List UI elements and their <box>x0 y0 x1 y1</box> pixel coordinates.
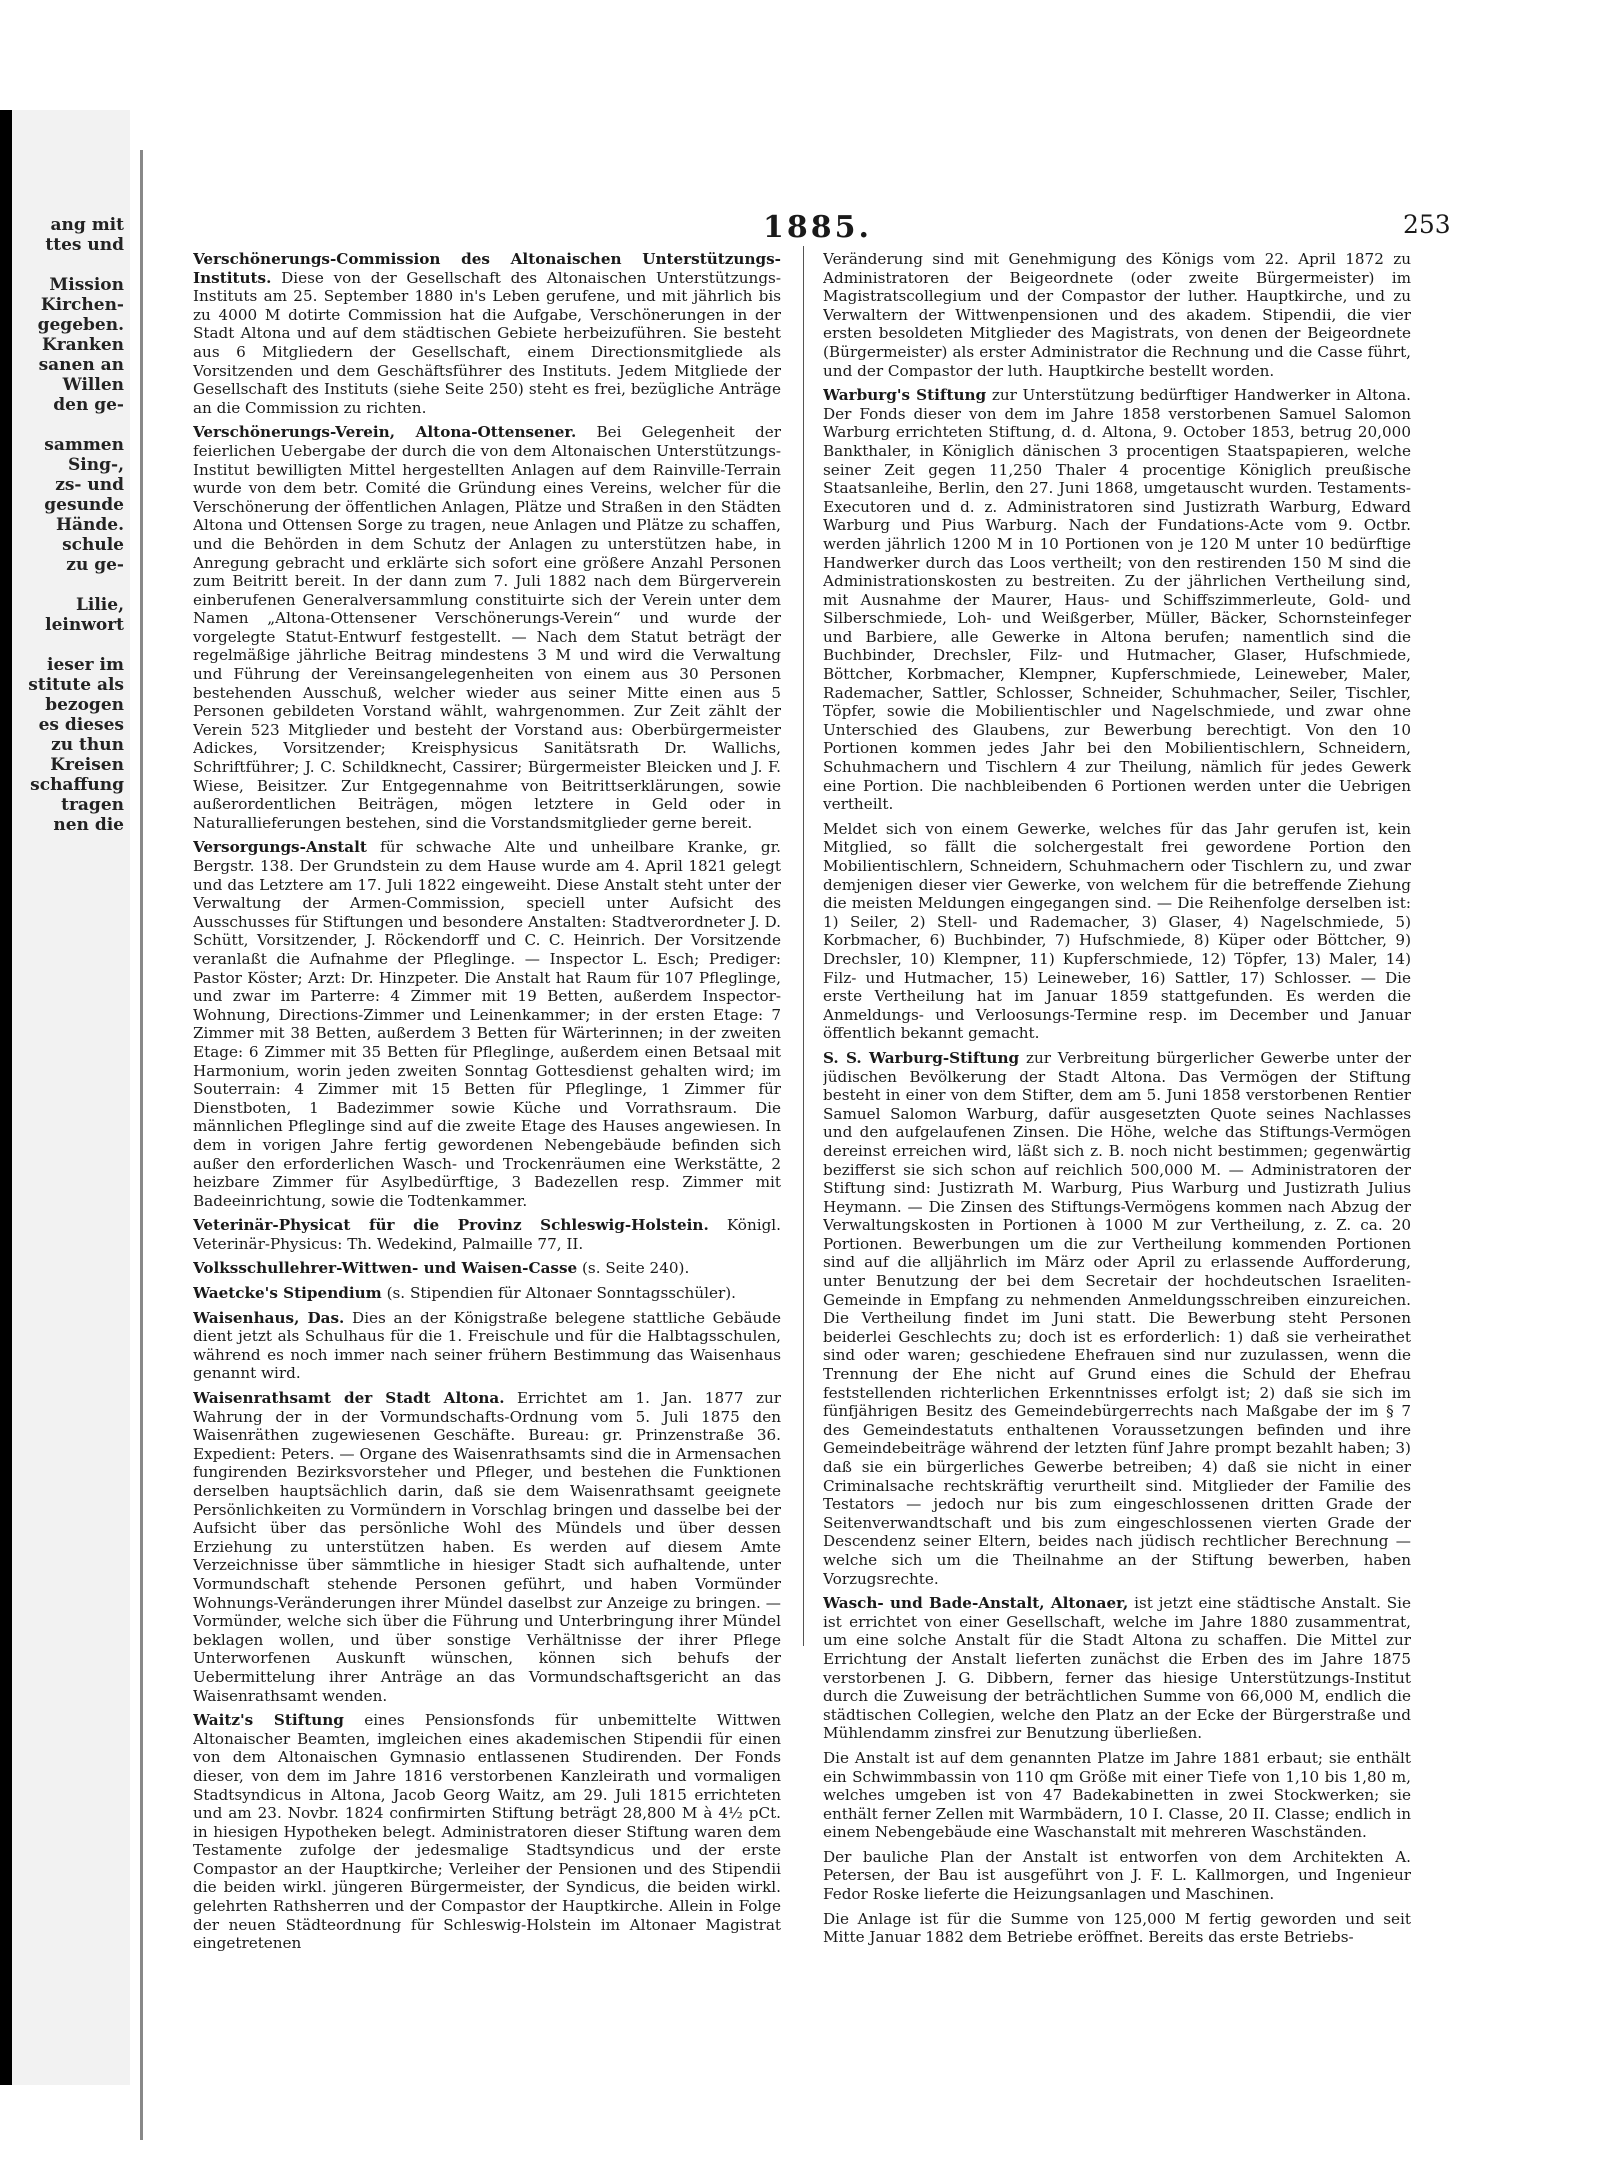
entry-body: Dies an der Königstraße belegene stattliche Gebäude dient jetzt als Schulhaus für die 1. Freischule und für die Halbtagsschulen, während es noch immer nach seiner frühern Bestimmung das Waisenhaus genannt wird. <box>193 1308 781 1383</box>
entry <box>823 1910 1411 1947</box>
entry-body: für schwache Alte und unheilbare Kranke, gr. Bergstr. 138. Der Grundstein zu dem Hause wurde am 4. April 1821 gelegt und das Letztere am 17. Juli 1822 eingeweiht. Diese Anstalt steht unter der Verwaltung der Armen-Commission, speciell unter Aufsicht des Ausschusses für Stiftungen und besondere Anstalten: Stadtverordneter J. D. Schütt, Vorsitzender, J. Röckendorff und C. C. Heinrich. Der Vorsitzende veranlaßt die Aufnahme der Pfleglinge. — Inspector L. Esch; Prediger: Pastor Köster; Arzt: Dr. Hinzpeter. Die Anstalt hat Raum für 107 Pfleglinge, und zwar im Parterre: 4 Zimmer mit 19 Betten, außerdem Inspector-Wohnung, Directions-Zimmer und Leinenkammer; in der ersten Etage: 7 Zimmer mit 38 Betten, außerdem 3 Betten für Wärterinnen; in der zweiten Etage: 6 Zimmer mit 35 Betten für Pfleglinge, außerdem einen Betsaal mit Harmonium, worin jeden zweiten Sonntag Gottesdienst gehalten wird; im Souterrain: 4 Zimmer mit 15 Betten für Pfleglinge, 1 Zimmer für Dienstboten, 1 Badezimmer sowie Küche und Vorrathsraum. Die männlichen Pfleglinge sind auf die zweite Etage des Hauses angewiesen. In dem in vorigen Jahre fertig gewordenen Nebengebäude befinden sich außer den erforderlichen Wasch- und Trockenräumen eine Werkstätte, 2 heizbare Zimmer für Asylbedürftige, 3 Badezellen resp. Zimmer mit Badeeinrichtung, sowie die Todtenkammer. <box>193 838 781 1210</box>
entry <box>193 1284 781 1303</box>
entry-heading: Volksschullehrer-Wittwen- und Waisen-Casse <box>193 1259 578 1278</box>
entry-body: zur Unterstützung bedürftiger Handwerker in Altona. Der Fonds dieser von dem im Jahre 1858 verstorbenen Samuel Salomon Warburg errichteten Stiftung, d. d. Altona, 9. October 1853, betrug 20,000 Bankthaler, in Königlich dänischen 3 procentigen Staatspapieren, welche seiner Zeit gegen 11,250 Thaler 4 procentige Königlich preußische Staatsanleihe, Berlin, den 27. Juni 1868, umgetauscht wurden. Testaments-Executoren und d. z. Administratoren sind Justizrath Warburg, Edward Warburg und Pius Warburg. Nach der Fundations-Acte vom 9. Octbr. werden jährlich 1200 M in 10 Portionen von je 120 M unter 10 bedürftige Handwerker durch das Loos vertheilt; von den restirenden 150 M sind die Administrationskosten zu bestreiten. Zu der jährlichen Vertheilung sind, mit Ausnahme der Maurer, Haus- und Schiffszimmerleute, Gold- und Silberschmiede, Loh- und Weißgerber, Müller, Bäcker, Schornsteinfeger und Barbiere, alle Gewerke in Altona berufen; namentlich sind die Buchbinder, Drechsler, Filz- und Hutmacher, Glaser, Hufschmiede, Böttcher, Korbmacher, Klempner, Kupferschmiede, Leineweber, Maler, Rademacher, Sattler, Schlosser, Schneider, Schuhmacher, Seiler, Tischler, Töpfer, sowie die Mobilientischler und Nagelschmiede, und zwar ohne Unterschied des Glaubens, zur Bewerbung berechtigt. Von den 10 Portionen kommen jedes Jahr bei den Mobilientischlern, Schneidern, Schuhmachern und Tischlern 4 zur Theilung, nämlich für jedes Gewerk eine Portion. Die nachbleibenden 6 Portionen werden unter die Uebrigen vertheilt. <box>823 386 1411 814</box>
entry-body: eines Pensionsfonds für unbemittelte Wittwen Altonaischer Beamten, imgleichen eines akademischen Stipendii für einen von dem Altonaischen Gymnasio entlassenen Studirenden. Der Fonds dieser, von dem im Jahre 1816 verstorbenen Kanzleirath und vormaligen Stadtsyndicus in Altona, Jacob Georg Waitz, am 29. Juli 1815 errichteten und am 23. Novbr. 1824 confirmirten Stiftung beträgt 28,800 M à 4½ pCt. in hiesigen Hypotheken belegt. Administratoren dieser Stiftung waren dem Testamente zufolge der jedesmalige Stadtsyndicus und der erste Compastor an der Hauptkirche; Verleiher der Pensionen und des Stipendii die beiden wirkl. jüngeren Bürgermeister, der Syndicus, die beiden wirkl. gelehrten Rathsherren und der Compastor der Hauptkirche. Allein in Folge der neuen Städteordnung für Schleswig-Holstein im Altonaer Magistrat eingetretenen <box>193 1711 781 1953</box>
entry-heading: Veterinär-Physicat für die Provinz Schleswig-Holstein. <box>193 1216 709 1235</box>
page-number: 253 <box>1403 210 1451 239</box>
entry-body: ist jetzt eine städtische Anstalt. Sie ist errichtet von einer Gesellschaft, welche im Jahre 1880 zusammentrat, um eine solche Anstalt für die Stadt Altona zu schaffen. Die Mittel zur Errichtung der Anstalt lieferten zunächst die Erben des im Jahre 1875 verstorbenen J. G. Dibbern, ferner das hiesige Unterstützungs-Institut durch die Zuweisung der beträchtlichen Summe von 66,000 M, endlich die städtischen Collegien, welche den Platz an der Ecke der Bürgerstraße und Mühlendamm zinsfrei zur Benutzung überließen. <box>823 1594 1411 1743</box>
entry-body: Bei Gelegenheit der feierlichen Uebergabe der durch die von dem Altonaischen Unterstützungs-Institut bewilligten Mittel hergestellten Anlagen auf dem Rainville-Terrain wurde von dem betr. Comité die Gründung eines Vereins, welcher für die Verschönerung der öffentlichen Anlagen, Plätze und Straßen in den Städten Altona und Ottensen Sorge zu tragen, neue Anlagen und Plätze zu schaffen, und die Behörden in dem Schutz der Anlagen zu unterstützen habe, in Anregung gebracht und erklärte sich sofort eine größere Anzahl Personen zum Beitritt bereit. In der dann zum 7. Juli 1882 nach dem Bürgerverein einberufenen Generalversammlung constituirte sich der Verein unter dem Namen „Altona-Ottensener Verschönerungs-Verein“ und wurde der vorgelegte Statut-Entwurf festgestellt. — Nach dem Statut beträgt der regelmäßige jährliche Beitrag mindestens 3 M und wird die Verwaltung und Führung der Vereinsangelegenheiten von einem aus 30 Personen bestehenden Ausschuß, welcher wieder aus seiner Mitte einen aus 5 Personen gebildeten Vorstand wählt, wahrgenommen. Zur Zeit zählt der Verein 523 Mitglieder und besteht der Vorstand aus: Oberbürgermeister Adickes, Vorsitzender; Kreisphysicus Sanitätsrath Dr. Wallichs, Schriftführer; J. C. Schildknecht, Cassirer; Bürgermeister Bleicken und J. F. Wiese, Beisitzer. Zur Entgegennahme von Beitrittserklärungen, sowie außerordentlichen Beiträgen, mögen letztere in Geld oder in Naturallieferungen bestehen, sind die Vorstandsmitglieder gerne bereit. <box>193 423 781 832</box>
entry-body: Der bauliche Plan der Anstalt ist entworfen von dem Architekten A. Petersen, der Bau ist ausgeführt von J. F. L. Kallmorgen, und Ingenieur Fedor Roske lieferte die Heizungsanlagen und Maschinen. <box>823 1847 1411 1904</box>
previous-page-edge <box>0 110 130 2085</box>
entry <box>823 386 1411 814</box>
entry <box>823 250 1411 380</box>
entry <box>193 1711 781 1953</box>
right-column <box>823 250 1411 2120</box>
entry-body: Die Anlage ist für die Summe von 125,000 M fertig geworden und seit Mitte Januar 1882 dem Betriebe eröffnet. Bereits das erste Betriebs- <box>823 1909 1411 1947</box>
book-page <box>140 150 1543 2140</box>
entry-heading: Verschönerungs-Verein, Altona-Ottensener. <box>193 423 577 442</box>
entry <box>193 838 781 1210</box>
entry-heading: S. S. Warburg-Stiftung <box>823 1048 1020 1067</box>
book-gutter <box>0 110 12 2085</box>
column-divider <box>803 246 804 1646</box>
entry-body: Diese von der Gesellschaft des Altonaischen Unterstützungs-Instituts am 25. September 1880 in's Leben gerufene, und mit jährlich bis zu 4000 M dotirte Commission hat die Aufgabe, Verschönerungen in der Stadt Altona und auf dem städtischen Gebiete herbeizuführen. Sie besteht aus 6 Mitgliedern der Gesellschaft, einem Directionsmitgliede als Vorsitzenden und dem Geschäftsführer des Instituts. Jedem Mitgliede der Gesellschaft des Instituts (siehe Seite 250) steht es frei, bezügliche Anträge an die Commission zu richten. <box>193 268 781 417</box>
entry-body: Die Anstalt ist auf dem genannten Platze im Jahre 1881 erbaut; sie enthält ein Schwimmbassin von 110 qm Größe mit einer Tiefe von 1,10 bis 1,80 m, welches umgeben ist von 47 Badekabinetten in zwei Stockwerken; sie enthält ferner Zellen mit Warmbädern, 10 I. Classe, 20 II. Classe; endlich in einem Nebengebäude eine Waschanstalt mit mehreren Waschständen. <box>823 1748 1411 1842</box>
entry <box>823 1049 1411 1588</box>
entry-heading: Versorgungs-Anstalt <box>193 838 367 857</box>
entry-heading: Waitz's Stiftung <box>193 1711 344 1730</box>
entry <box>193 1216 781 1253</box>
entry <box>193 423 781 832</box>
entry-body: (s. Stipendien für Altonaer Sonntagsschüler). <box>381 1284 736 1303</box>
entry-heading: Waetcke's Stipendium <box>193 1284 382 1303</box>
entry <box>193 1389 781 1705</box>
entry <box>823 1594 1411 1743</box>
entry-body: zur Verbreitung bürgerlicher Gewerbe unter der jüdischen Bevölkerung der Stadt Altona. Das Vermögen der Stiftung besteht in einer von dem Stifter, dem am 5. Juni 1858 verstorbenen Rentier Samuel Salomon Warburg, dafür ausgesetzten Quote seines Nachlasses und den aufgelaufenen Zinsen. Die Höhe, welche das Stiftungs-Vermögen dereinst erreichen wird, läßt sich z. B. noch nicht bestimmen; gegenwärtig bezifferst sie sich schon auf reichlich 500,000 M. — Administratoren der Stiftung sind: Justizrath M. Warburg, Pius Warburg und Justizrath Julius Heymann. — Die Zinsen des Stiftungs-Vermögens kommen nach Abzug der Verwaltungskosten in Portionen à 1000 M zur Vertheilung, z. Z. ca. 20 Portionen. Bewerbungen um die zur Vertheilung kommenden Portionen sind auf die alljährlich im März oder April zu erlassende Aufforderung, unter Benutzung der bei dem Secretair der hochdeutschen Israeliten-Gemeinde in Empfang zu nehmenden Anmeldungsschreiben einzureichen. Die Vertheilung findet im Juni statt. Die Bewerbung steht Personen beiderlei Geschlechts zu; doch ist es erforderlich: 1) daß sie verheirathet sind oder waren; geschiedene Ehefrauen sind nur zuzulassen, wenn die Trennung der Ehe nicht auf Grund eines die Schuld der Ehefrau feststellenden richterlichen Erkenntnisses erfolgt ist; 2) daß sie sich im fünfjährigen Besitz des Gemeindebürgerrechts nach Maßgabe der im § 7 des Gemeindestatuts enthaltenen Voraussetzungen befinden und ihre Gemeindebeiträge während der letzten fünf Jahre prompt bezahlt haben; 3) daß sie ein bürgerliches Gewerbe betreiben; 4) daß sie nicht in einer Criminalsache rechtskräftig verurtheilt sind. Mitglieder der Familie des Testators — jedoch nur bis zum eingeschlossenen dritten Grade der Seitenverwandtschaft und bis zum eingeschlossenen vierten Grade der Descendenz seiner Eltern, beides nach jüdisch rechtlicher Berechnung — welche sich um die Theilnahme an der Stiftung bewerben, haben Vorzugsrechte. <box>823 1048 1411 1588</box>
previous-page-text-fragments: ang mit ttes und Mission Kirchen- gegeben. Kranken sanen an Willen den ge- sammen Sing-, zs- und gesunde Hände. schule zu ge- Lilie, leinwort ieser im stitute als bezogen es dieses zu thun Kreisen schaffung tragen nen die <box>28 215 124 835</box>
running-head-year: 1885. <box>763 210 872 245</box>
entry-heading: Verschönerungs-Commission des Altonaischen Unterstützungs-Instituts. <box>193 250 781 287</box>
entry-heading: Warburg's Stiftung <box>823 386 987 405</box>
page-header <box>143 210 1451 245</box>
entry <box>823 820 1411 1043</box>
entry <box>823 1749 1411 1842</box>
entry-body: Meldet sich von einem Gewerke, welches für das Jahr gerufen ist, kein Mitglied, so fällt die solchergestalt frei gewordene Portion den Mobilientischlern, Schneidern, Schuhmachern oder Tischlern zu, und zwar demjenigen dieser vier Gewerke, von welchem für die betreffende Ziehung die meisten Meldungen eingegangen sind. — Die Reihenfolge derselben ist: 1) Seiler, 2) Stell- und Rademacher, 3) Glaser, 4) Nagelschmiede, 5) Korbmacher, 6) Buchbinder, 7) Hufschmiede, 8) Küper oder Böttcher, 9) Drechsler, 10) Klempner, 11) Kupferschmiede, 12) Töpfer, 13) Maler, 14) Filz- und Hutmacher, 15) Leineweber, 16) Sattler, 17) Schlosser. — Die erste Vertheilung hat im Januar 1859 stattgefunden. Es werden die Anmeldungs- und Verloosungs-Termine resp. im December und Januar öffentlich bekannt gemacht. <box>823 819 1411 1043</box>
entry-body: Veränderung sind mit Genehmigung des Königs vom 22. April 1872 zu Administratoren der Beigeordnete (oder zweite Bürgermeister) im Magistratscollegium und der Compastor der luther. Hauptkirche, und zu Verwaltern der Wittwenpensionen und des akadem. Stipendii, die vier ersten besoldeten Mitglieder des Magistrats, von denen der Beigeordnete (Bürgermeister) als erster Administrator die Rechnung und die Casse führt, und der Compastor der luth. Hauptkirche bestellt worden. <box>823 250 1411 380</box>
entry <box>193 1259 781 1278</box>
entry-heading: Wasch- und Bade-Anstalt, Altonaer, <box>823 1594 1129 1613</box>
left-column <box>193 250 781 2120</box>
entry-body: (s. Seite 240). <box>577 1259 690 1278</box>
entry <box>193 250 781 417</box>
entry-heading: Waisenhaus, Das. <box>193 1308 345 1327</box>
entry <box>823 1848 1411 1904</box>
entry-body: Errichtet am 1. Jan. 1877 zur Wahrung der in der Vormundschafts-Ordnung vom 5. Juli 1875 den Waisenräthen zugewiesenen Geschäfte. Bureau: gr. Prinzenstraße 36. Expedient: Peters. — Organe des Waisenrathsamts sind die in Armensachen fungirenden Bezirksvorsteher und Pfleger, und bestehen die Funktionen derselben hauptsächlich darin, daß sie dem Waisenrathsamt geeignete Persönlichkeiten zu Vormündern in Vorschlag bringen und dasselbe bei der Aufsicht über das persönliche Wohl des Mündels und über dessen Erziehung zu unterstützen haben. Es werden auf diesem Amte Verzeichnisse über sämmtliche in hiesiger Stadt sich aufhaltende, unter Vormundschaft stehende Personen geführt, und haben Vormünder Wohnungs-Veränderungen ihrer Mündel daselbst zur Anzeige zu bringen. — Vormünder, welche sich über die Führung und Unterbringung ihrer Mündel beklagen wollen, und über sonstige Verhältnisse der ihrer Pflege Unterworfenen Auskunft wünschen, können sich behufs der Uebermittelung ihrer Anträge an das Vormundschaftsgericht an das Waisenrathsamt wenden. <box>193 1389 781 1705</box>
entry-body: Königl. Veterinär-Physicus: Th. Wedekind, Palmaille 77, II. <box>193 1216 781 1253</box>
entry <box>193 1309 781 1383</box>
entry-heading: Waisenrathsamt der Stadt Altona. <box>193 1389 505 1408</box>
scan-margin <box>1540 0 1600 2177</box>
